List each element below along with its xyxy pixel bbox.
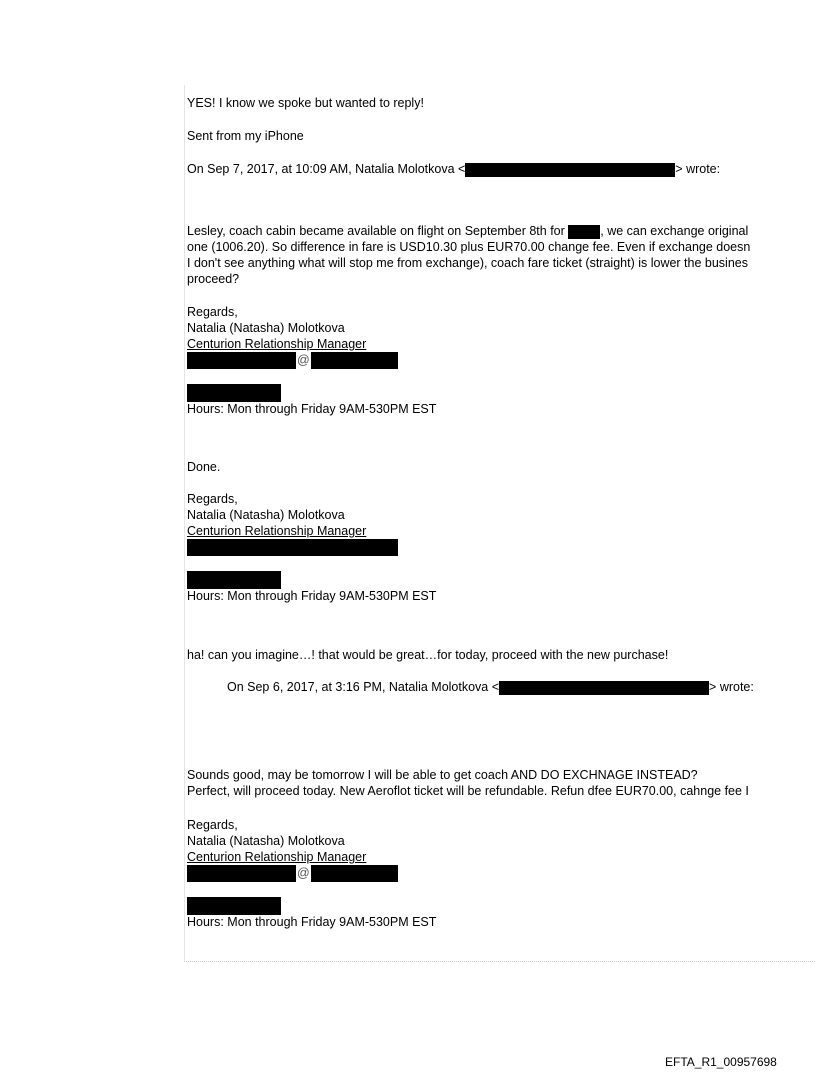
sig2-regards: Regards,: [187, 492, 238, 506]
msg1-line1: Lesley, coach cabin became available on flight on September 8th for , we can exchange original: [187, 224, 749, 238]
redacted-email-domain: [311, 352, 398, 369]
sig2-title: Centurion Relationship Manager: [187, 524, 367, 538]
sig1-regards: Regards,: [187, 305, 238, 319]
redacted-email: [499, 681, 709, 695]
sig3-title: Centurion Relationship Manager: [187, 850, 367, 864]
sig1-hours: Hours: Mon through Friday 9AM-530PM EST: [187, 402, 437, 416]
redacted-email-user: [187, 865, 296, 882]
redacted-phone: [187, 897, 281, 915]
redacted-email-user: [187, 352, 296, 369]
sig1-title: Centurion Relationship Manager: [187, 337, 367, 351]
ha-line: ha! can you imagine…! that would be great…for today, proceed with the new purchase!: [187, 648, 669, 662]
quote-header-2: [227, 680, 754, 695]
msg1-line4: proceed?: [187, 272, 240, 286]
msg1-line2: one (1006.20). So difference in fare is USD10.30 plus EUR70.00 change fee. Even if exchange doesn: [187, 240, 751, 254]
msg2-line2: Perfect, will proceed today. New Aeroflot ticket will be refundable. Refun dfee EUR70.00, cahnge fee I: [187, 784, 749, 798]
sig3-name: Natalia (Natasha) Molotkova: [187, 834, 345, 848]
sig1-at: @: [297, 353, 310, 367]
header2-prefix: On Sep 6, 2017, at 3:16 PM, Natalia Molotkova <: [227, 680, 500, 694]
redacted-email-domain: [311, 865, 398, 882]
redacted-email-full: [187, 539, 398, 556]
header1-suffix: > wrote:: [675, 162, 721, 176]
sig3-hours: Hours: Mon through Friday 9AM-530PM EST: [187, 915, 437, 929]
sig2-name: Natalia (Natasha) Molotkova: [187, 508, 345, 522]
header2-suffix: > wrote:: [709, 680, 754, 694]
sig3-regards: Regards,: [187, 818, 238, 832]
done-line: Done.: [187, 460, 221, 474]
msg1-line3: I don't see anything what will stop me from exchange), coach fare ticket (straight) is lower the busines: [187, 256, 748, 270]
redacted-phone: [187, 571, 281, 589]
header1-prefix: On Sep 7, 2017, at 10:09 AM, Natalia Molotkova <: [187, 162, 466, 176]
msg2-line1: Sounds good, may be tomorrow I will be able to get coach AND DO EXCHNAGE INSTEAD?: [187, 768, 698, 782]
redacted-email: [465, 163, 675, 177]
sig3-at: @: [297, 866, 310, 880]
document-id: EFTA_R1_00957698: [665, 1055, 777, 1069]
quote-header-1: [187, 162, 720, 177]
sig2-hours: Hours: Mon through Friday 9AM-530PM EST: [187, 589, 437, 603]
redacted-phone: [187, 384, 281, 402]
reply-line: YES! I know we spoke but wanted to reply!: [187, 96, 424, 110]
sent-from: Sent from my iPhone: [187, 129, 304, 143]
sig1-name: Natalia (Natasha) Molotkova: [187, 321, 345, 335]
redacted-name: [568, 225, 600, 239]
